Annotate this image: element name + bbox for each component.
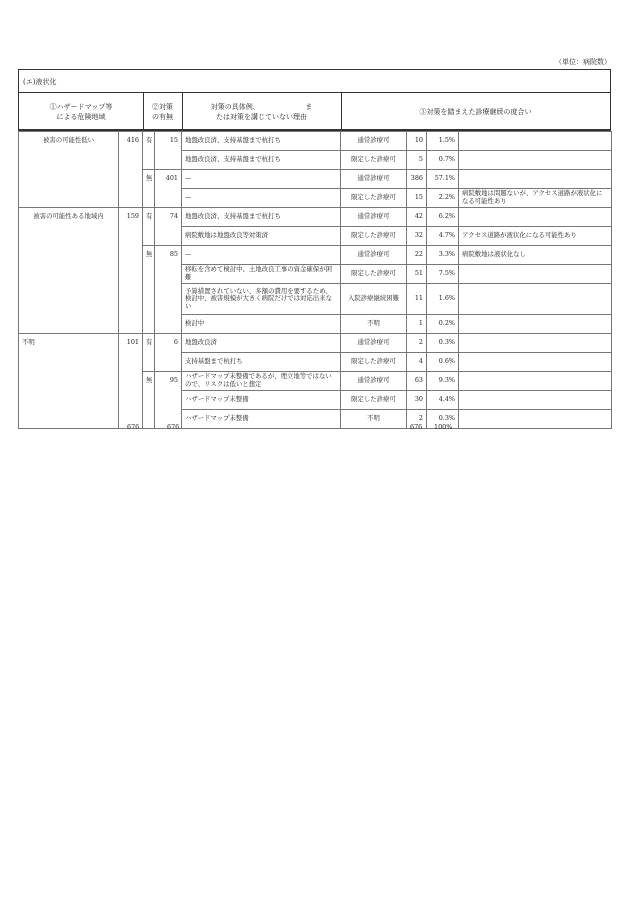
continuity-note: [459, 315, 612, 334]
continuity-status: 通常診療可: [341, 372, 407, 391]
continuity-count: 386: [407, 170, 427, 189]
table-row: [19, 208, 612, 227]
continuity-percent: 3.3%: [427, 246, 459, 265]
continuity-count: 10: [407, 132, 427, 151]
header-measure-presence: ②対策 の有無: [152, 103, 173, 121]
measure-detail: ハザードマップ未整備: [182, 410, 341, 429]
total-count: 676: [410, 423, 423, 431]
continuity-note: [459, 151, 612, 170]
section-title: (エ)液状化: [23, 78, 57, 86]
measure-count: 6: [155, 334, 182, 372]
continuity-count: 1: [407, 315, 427, 334]
continuity-note: [459, 334, 612, 353]
continuity-note: 病院敷地は液状化なし: [459, 246, 612, 265]
continuity-count: 32: [407, 227, 427, 246]
liquefaction-table: [18, 131, 612, 429]
header-measure-detail: 対策の具体例、 ま たは対策を講じていない理由: [210, 103, 313, 121]
area-label: 被害の可能性低い: [19, 132, 119, 208]
area-count: 159: [119, 208, 143, 334]
header-continuity: ③対策を踏まえた診療継続の度合い: [419, 108, 532, 116]
continuity-count: 2: [407, 334, 427, 353]
continuity-note: [459, 353, 612, 372]
measure-count: 95: [155, 372, 182, 429]
measure-detail: —: [182, 189, 341, 208]
continuity-status: 限定した診療可: [341, 189, 407, 208]
continuity-percent: 1.5%: [427, 132, 459, 151]
continuity-count: 15: [407, 189, 427, 208]
continuity-note: アクセス道路が液状化になる可能性あり: [459, 227, 612, 246]
continuity-note: [459, 170, 612, 189]
measure-detail: 地盤改良済、支持基盤まで杭打ち: [182, 132, 341, 151]
continuity-status: 限定した診療可: [341, 227, 407, 246]
continuity-count: 5: [407, 151, 427, 170]
continuity-percent: 0.7%: [427, 151, 459, 170]
continuity-count: 63: [407, 372, 427, 391]
measure-detail: 地盤改良済: [182, 334, 341, 353]
measure-detail: ハザードマップ未整備であるが、埋立地等ではないので、リスクは低いと想定: [182, 372, 341, 391]
continuity-note: [459, 372, 612, 391]
measure-detail: —: [182, 170, 341, 189]
continuity-status: 入院診療継続困難: [341, 284, 407, 315]
continuity-status: 通常診療可: [341, 246, 407, 265]
continuity-status: 限定した診療可: [341, 391, 407, 410]
continuity-status: 通常診療可: [341, 132, 407, 151]
measure-detail: —: [182, 246, 341, 265]
measure-flag: 有: [143, 132, 155, 170]
continuity-status: 通常診療可: [341, 208, 407, 227]
table-header-frame: [18, 69, 611, 131]
area-count: 101: [119, 334, 143, 429]
total-area: 676: [127, 423, 140, 431]
continuity-percent: 7.5%: [427, 265, 459, 284]
continuity-status: 不明: [341, 410, 407, 429]
continuity-status: 不明: [341, 315, 407, 334]
area-count: 416: [119, 132, 143, 208]
measure-detail: 病院敷地は地盤改良等対策済: [182, 227, 341, 246]
continuity-note: [459, 391, 612, 410]
area-label: 被害の可能性ある地域内: [19, 208, 119, 334]
measure-count: 74: [155, 208, 182, 246]
continuity-percent: 0.6%: [427, 353, 459, 372]
header-hazard-area: ①ハザードマップ等 による危険地域: [49, 103, 113, 121]
measure-flag: 無: [143, 246, 155, 334]
continuity-percent: 4.7%: [427, 227, 459, 246]
header-divider: [19, 92, 610, 93]
continuity-percent: 2.2%: [427, 189, 459, 208]
continuity-count: 22: [407, 246, 427, 265]
continuity-status: 限定した診療可: [341, 151, 407, 170]
continuity-status: 通常診療可: [341, 170, 407, 189]
measure-flag: 有: [143, 208, 155, 246]
measure-flag: 無: [143, 170, 155, 208]
area-label: 不明: [19, 334, 119, 429]
measure-detail: ハザードマップ未整備: [182, 391, 341, 410]
continuity-percent: 57.1%: [427, 170, 459, 189]
measure-detail: 検討中: [182, 315, 341, 334]
continuity-count: 11: [407, 284, 427, 315]
measure-detail: 地盤改良済、支持基盤まで杭打ち: [182, 208, 341, 227]
continuity-note: [459, 132, 612, 151]
continuity-percent: 4.4%: [427, 391, 459, 410]
continuity-note: [459, 265, 612, 284]
continuity-count: 2: [407, 410, 427, 429]
unit-note: （単位：病院数）: [555, 58, 611, 66]
continuity-note: [459, 208, 612, 227]
continuity-status: 限定した診療可: [341, 353, 407, 372]
continuity-status: 限定した診療可: [341, 265, 407, 284]
measure-detail: 地盤改良済、支持基盤まで杭打ち: [182, 151, 341, 170]
table-row: [19, 132, 612, 151]
measure-flag: 有: [143, 334, 155, 372]
measure-detail: 予算措置されていない、多額の費用を要するため、検討中、被害規模が大きく病院だけでは対応出来ない: [182, 284, 341, 315]
measure-count: 85: [155, 246, 182, 334]
continuity-percent: 0.3%: [427, 334, 459, 353]
continuity-note: 病院敷地は問題ないが、アクセス道路が液状化になる可能性あり: [459, 189, 612, 208]
measure-count: 15: [155, 132, 182, 170]
continuity-status: 通常診療可: [341, 334, 407, 353]
measure-detail: 移転を含めて検討中、土地改良工事の資金確保が困難: [182, 265, 341, 284]
measure-count: 401: [155, 170, 182, 208]
continuity-percent: 1.6%: [427, 284, 459, 315]
continuity-percent: 6.2%: [427, 208, 459, 227]
measure-flag: 無: [143, 372, 155, 429]
continuity-percent: 0.3%: [427, 410, 459, 429]
continuity-percent: 9.3%: [427, 372, 459, 391]
continuity-count: 30: [407, 391, 427, 410]
total-measures: 676: [167, 423, 180, 431]
continuity-note: [459, 410, 612, 429]
continuity-count: 51: [407, 265, 427, 284]
continuity-count: 42: [407, 208, 427, 227]
continuity-percent: 0.2%: [427, 315, 459, 334]
continuity-count: 4: [407, 353, 427, 372]
continuity-note: [459, 284, 612, 315]
measure-detail: 支持基盤まで杭打ち: [182, 353, 341, 372]
total-percent: 100%: [434, 423, 453, 431]
table-row: [19, 334, 612, 353]
